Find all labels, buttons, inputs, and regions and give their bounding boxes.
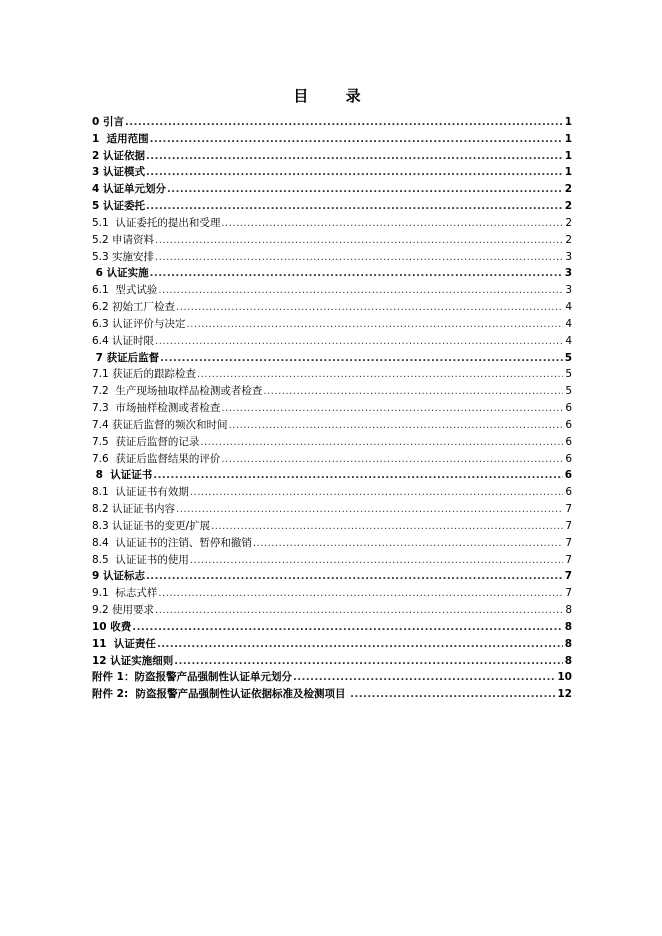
toc-entry[interactable] [92, 636, 572, 653]
toc-dot-leader [350, 687, 556, 703]
toc-entry[interactable] [92, 619, 572, 636]
toc-entry-page-number: 10 [557, 671, 572, 684]
toc-entry[interactable] [92, 215, 572, 232]
toc-entry-page-number: 8 [565, 604, 572, 617]
toc-dot-leader [155, 334, 563, 350]
toc-entry-page-number: 8 [564, 654, 572, 667]
toc-entry[interactable] [92, 232, 572, 249]
toc-dot-leader [153, 468, 563, 484]
toc-entry-label: 10 收费 [92, 620, 132, 633]
toc-entry[interactable] [92, 467, 572, 484]
toc-entry-page-number: 1 [564, 149, 572, 162]
toc-entry-label: 12 认证实施细则 [92, 654, 174, 667]
toc-dot-leader [158, 586, 563, 602]
toc-entry-page-number: 6 [564, 469, 572, 482]
toc-dot-leader [229, 418, 563, 434]
toc-dot-leader [221, 401, 563, 417]
toc-entry[interactable] [92, 686, 572, 703]
toc-entry[interactable] [92, 299, 572, 316]
toc-entry-page-number: 6 [565, 402, 572, 415]
toc-entry-label: 4 认证单元划分 [92, 183, 166, 196]
toc-entry-label: 6.1 型式试验 [92, 284, 158, 297]
toc-entry-label: 9.1 标志式样 [92, 587, 158, 600]
toc-dot-leader [221, 452, 563, 468]
toc-entry-label: 8.1 认证证书有效期 [92, 486, 189, 499]
toc-entry-label: 2 认证依据 [92, 149, 145, 162]
toc-dot-leader [200, 435, 563, 451]
toc-dot-leader [125, 115, 563, 131]
toc-dot-leader [176, 300, 563, 316]
toc-entry-page-number: 7 [565, 503, 572, 516]
toc-entry-page-number: 4 [565, 301, 572, 314]
toc-entry-label: 5.2 申请资料 [92, 233, 155, 246]
toc-entry[interactable] [92, 198, 572, 215]
toc-entry-page-number: 6 [565, 486, 572, 499]
toc-entry[interactable] [92, 265, 572, 282]
toc-entry-label: 8.3 认证证书的变更/扩展 [92, 519, 211, 532]
toc-entry-page-number: 2 [564, 200, 572, 213]
toc-entry-page-number: 6 [565, 452, 572, 465]
toc-entry[interactable] [92, 148, 572, 165]
toc-entry[interactable] [92, 568, 572, 585]
toc-entry-label: 8.2 认证证书内容 [92, 503, 176, 516]
toc-dot-leader [150, 266, 563, 282]
toc-entry-label: 7.5 获证后监督的记录 [92, 435, 200, 448]
toc-entry-page-number: 5 [565, 385, 572, 398]
toc-entry-page-number: 6 [565, 418, 572, 431]
toc-entry-page-number: 6 [565, 435, 572, 448]
toc-entry[interactable] [92, 535, 572, 552]
toc-entry-page-number: 2 [565, 233, 572, 246]
toc-entry-page-number: 1 [564, 132, 572, 145]
toc-dot-leader [176, 502, 563, 518]
toc-entry[interactable] [92, 350, 572, 367]
toc-entry-label: 7 获证后监督 [92, 351, 160, 364]
toc-entry-label: 8 认证证书 [92, 469, 153, 482]
toc-entry[interactable] [92, 434, 572, 451]
toc-dot-leader [253, 536, 563, 552]
toc-entry[interactable] [92, 282, 572, 299]
toc-entry-label: 7.1 获证后的跟踪检查 [92, 368, 197, 381]
toc-entry-label: 6.3 认证评价与决定 [92, 317, 186, 330]
toc-entry-page-number: 2 [564, 183, 572, 196]
toc-entry-label: 1 适用范围 [92, 132, 149, 145]
toc-entry-page-number: 7 [565, 553, 572, 566]
toc-dot-leader [221, 216, 563, 232]
toc-dot-leader [211, 519, 563, 535]
toc-entry[interactable] [92, 451, 572, 468]
toc-entry-page-number: 1 [564, 116, 572, 128]
toc-dot-leader [146, 165, 563, 181]
table-of-contents [92, 114, 572, 703]
toc-entry[interactable] [92, 333, 572, 350]
toc-entry-label: 7.3 市场抽样检测或者检查 [92, 402, 221, 415]
toc-entry-page-number: 4 [565, 334, 572, 347]
toc-entry[interactable] [92, 164, 572, 181]
toc-entry[interactable] [92, 552, 572, 569]
toc-entry-page-number: 7 [565, 587, 572, 600]
toc-entry-page-number: 12 [557, 688, 572, 701]
toc-entry-label: 7.2 生产现场抽取样品检测或者检查 [92, 385, 263, 398]
toc-entry-label: 附件 2: 防盗报警产品强制性认证依据标准及检测项目 [92, 688, 350, 701]
toc-entry-label: 7.4 获证后监督的频次和时间 [92, 418, 228, 431]
toc-entry[interactable] [92, 131, 572, 148]
toc-dot-leader [293, 670, 556, 686]
toc-dot-leader [190, 485, 563, 501]
toc-entry-label: 附件 1：防盗报警产品强制性认证单元划分 [92, 671, 292, 684]
toc-dot-leader [158, 283, 563, 299]
toc-entry-page-number: 4 [565, 317, 572, 330]
toc-entry-label: 11 认证责任 [92, 637, 156, 650]
toc-entry-label: 8.4 认证证书的注销、暂停和撤销 [92, 536, 252, 549]
toc-dot-leader [157, 637, 563, 653]
toc-dot-leader [190, 553, 563, 569]
toc-entry-page-number: 8 [564, 620, 572, 633]
toc-entry[interactable] [92, 417, 572, 434]
toc-dot-leader [146, 199, 563, 215]
toc-entry[interactable] [92, 400, 572, 417]
toc-entry-label: 6 认证实施 [92, 267, 149, 280]
toc-entry-page-number: 3 [564, 267, 572, 280]
toc-entry-label: 9.2 使用要求 [92, 604, 155, 617]
toc-entry[interactable] [92, 114, 572, 131]
toc-title: 目 录 [293, 87, 377, 105]
toc-entry[interactable] [92, 501, 572, 518]
toc-dot-leader [146, 149, 563, 165]
toc-entry-label: 3 认证模式 [92, 166, 145, 179]
toc-entry-label: 0 引言 [92, 116, 124, 128]
toc-entry[interactable] [92, 484, 572, 501]
toc-dot-leader [167, 182, 563, 198]
toc-entry-label: 5 认证委托 [92, 200, 145, 213]
toc-entry[interactable] [92, 181, 572, 198]
toc-entry-page-number: 3 [565, 284, 572, 297]
toc-entry-page-number: 2 [565, 216, 572, 229]
toc-entry[interactable] [92, 585, 572, 602]
toc-dot-leader [150, 132, 563, 148]
toc-dot-leader [187, 317, 563, 333]
toc-entry-label: 6.4 认证时限 [92, 334, 155, 347]
toc-entry[interactable] [92, 653, 572, 670]
toc-entry-label: 5.3 实施安排 [92, 250, 155, 263]
toc-entry[interactable] [92, 316, 572, 333]
toc-entry-page-number: 1 [564, 166, 572, 179]
toc-entry-label: 6.2 初始工厂检查 [92, 301, 176, 314]
toc-entry-label: 7.6 获证后监督结果的评价 [92, 452, 221, 465]
toc-entry-page-number: 3 [565, 250, 572, 263]
toc-entry-label: 8.5 认证证书的使用 [92, 553, 189, 566]
toc-entry-page-number: 5 [564, 351, 572, 364]
toc-entry-page-number: 7 [565, 536, 572, 549]
toc-dot-leader [155, 603, 563, 619]
toc-dot-leader [155, 233, 563, 249]
toc-dot-leader [155, 250, 563, 266]
toc-entry-page-number: 5 [565, 368, 572, 381]
toc-entry[interactable] [92, 669, 572, 686]
toc-entry-page-number: 7 [565, 519, 572, 532]
toc-entry[interactable] [92, 602, 572, 619]
toc-dot-leader [160, 351, 563, 367]
toc-entry[interactable] [92, 383, 572, 400]
toc-dot-leader [263, 384, 563, 400]
toc-entry-page-number: 8 [564, 637, 572, 650]
toc-entry[interactable] [92, 249, 572, 266]
toc-dot-leader [146, 569, 563, 585]
toc-entry-label: 5.1 认证委托的提出和受理 [92, 216, 221, 229]
toc-dot-leader [197, 367, 563, 383]
toc-entry-label: 9 认证标志 [92, 570, 145, 583]
toc-dot-leader [132, 620, 563, 636]
toc-entry[interactable] [92, 518, 572, 535]
toc-entry-page-number: 7 [564, 570, 572, 583]
toc-entry[interactable] [92, 366, 572, 383]
toc-dot-leader [174, 654, 563, 670]
